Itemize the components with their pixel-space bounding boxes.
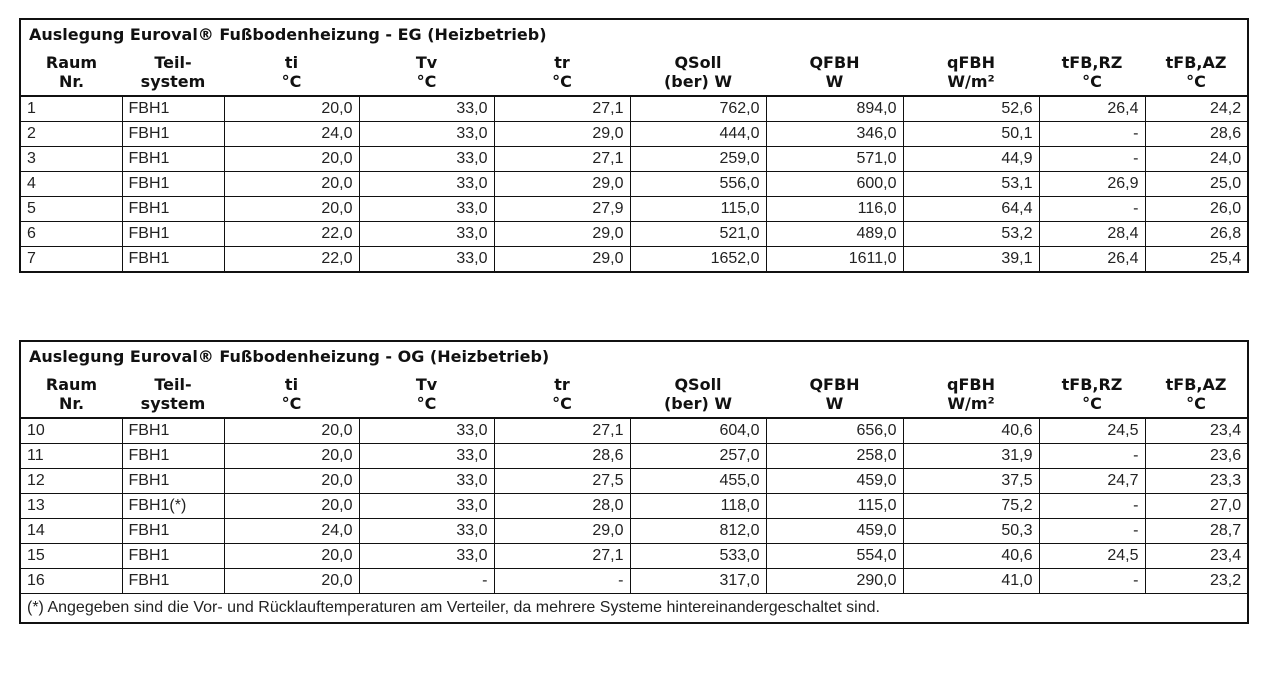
table-cell: 33,0 <box>359 494 494 519</box>
table-cell: FBH1 <box>122 122 224 147</box>
table-cell: FBH1 <box>122 96 224 122</box>
column-header-line1: tFB,AZ <box>1165 375 1227 394</box>
table-cell: 31,9 <box>903 444 1039 469</box>
table-cell: 762,0 <box>630 96 766 122</box>
table-cell: 25,4 <box>1209 250 1242 267</box>
table-cell: 533,0 <box>630 544 766 569</box>
table-cell: 23,6 <box>1145 444 1247 469</box>
table-row <box>21 519 1247 544</box>
table-cell: 28,6 <box>1145 122 1247 147</box>
column-header <box>359 367 494 418</box>
table-cell: 50,1 <box>903 122 1039 147</box>
table-cell: 20,0 <box>224 418 359 444</box>
table-cell: 24,0 <box>224 519 359 544</box>
table-cell: 556,0 <box>630 172 766 197</box>
table-cell: 27,1 <box>494 96 630 122</box>
table-cell: 7 <box>21 247 122 272</box>
table-cell: 28,0 <box>494 494 630 519</box>
column-header-line2: (ber) W <box>663 72 733 91</box>
table-cell: 20,0 <box>224 569 359 594</box>
table-cell: 64,4 <box>903 197 1039 222</box>
column-header-line1: qFBH <box>947 375 995 394</box>
column-header-line2: W <box>825 72 844 91</box>
table-cell: 29,0 <box>494 222 630 247</box>
table-cell: FBH1 <box>122 444 224 469</box>
table-cell: 259,0 <box>630 147 766 172</box>
table-cell: 10 <box>21 418 122 444</box>
table-cell: 25,0 <box>1145 172 1247 197</box>
table-cell: 317,0 <box>630 569 766 594</box>
table-cell: 812,0 <box>630 519 766 544</box>
table-cell: 656,0 <box>766 418 903 444</box>
table-cell: FBH1 <box>122 544 224 569</box>
column-header-line2: Nr. <box>58 394 85 413</box>
table-cell: 33,0 <box>359 147 494 172</box>
table-cell: 459,0 <box>766 469 903 494</box>
table-cell: 33,0 <box>359 418 494 444</box>
table-cell: 23,4 <box>1145 418 1247 444</box>
table-row <box>21 544 1247 569</box>
table-cell: 23,3 <box>1145 469 1247 494</box>
column-header-line2: °C <box>281 72 302 91</box>
column-header-line1: Teil- <box>154 53 192 72</box>
column-header-line1: tr <box>554 53 570 72</box>
table-cell: 26,4 <box>1039 247 1145 272</box>
table-cell: 20,0 <box>224 147 359 172</box>
table-row <box>21 247 1247 272</box>
column-header-line1: Tv <box>415 375 438 394</box>
table-cell: 521,0 <box>630 222 766 247</box>
table-cell: 33,0 <box>359 247 494 272</box>
table-cell: 571,0 <box>766 147 903 172</box>
column-header <box>494 45 630 96</box>
column-header-line2: °C <box>552 72 572 91</box>
column-header-line1: Raum <box>45 53 98 72</box>
table-row <box>21 172 1247 197</box>
table-cell: 37,5 <box>903 469 1039 494</box>
column-header-line1: QSoll <box>674 53 722 72</box>
table-cell: 600,0 <box>766 172 903 197</box>
table-cell: 20,0 <box>224 96 359 122</box>
column-header-line1: qFBH <box>947 53 995 72</box>
table-cell: 27,5 <box>494 469 630 494</box>
table-cell: 33,0 <box>359 222 494 247</box>
table-cell: 52,6 <box>903 96 1039 122</box>
table-row <box>21 444 1247 469</box>
og-table <box>19 340 1249 624</box>
column-header-line2: °C <box>1082 72 1102 91</box>
table-cell: 26,9 <box>1039 172 1145 197</box>
table-cell: 24,5 <box>1039 418 1145 444</box>
table-cell: FBH1 <box>122 418 224 444</box>
column-header <box>224 367 359 418</box>
table-cell: 604,0 <box>630 418 766 444</box>
table-cell: 28,4 <box>1039 222 1145 247</box>
table-cell: 554,0 <box>766 544 903 569</box>
table-cell: 40,6 <box>903 418 1039 444</box>
column-header <box>766 45 903 96</box>
table-cell: 22,0 <box>224 247 359 272</box>
column-header-line2: (ber) W <box>663 394 733 413</box>
table-cell: 27,1 <box>494 147 630 172</box>
table-cell: FBH1 <box>122 222 224 247</box>
table-cell: 116,0 <box>766 197 903 222</box>
table-cell: 41,0 <box>903 569 1039 594</box>
table-cell: 50,3 <box>903 519 1039 544</box>
table-cell: - <box>494 569 630 594</box>
table-cell: 33,0 <box>359 519 494 544</box>
table-cell: 33,0 <box>359 469 494 494</box>
table-cell: 5 <box>21 197 122 222</box>
table-cell: 20,0 <box>224 544 359 569</box>
eg-table-title: Auslegung Euroval® Fußbodenheizung - EG (Heizbetrieb) <box>29 24 547 44</box>
table-cell: - <box>1039 494 1145 519</box>
table-cell: 27,9 <box>494 197 630 222</box>
column-header <box>630 367 766 418</box>
table-row <box>21 469 1247 494</box>
table-cell: 33,0 <box>359 544 494 569</box>
table-cell: - <box>1039 147 1145 172</box>
column-header-line1: QSoll <box>674 375 722 394</box>
table-cell: 24,5 <box>1039 544 1145 569</box>
table-cell: FBH1 <box>122 147 224 172</box>
table-cell: 20,0 <box>224 172 359 197</box>
table-cell: FBH1 <box>122 172 224 197</box>
table-cell: 14 <box>21 519 122 544</box>
table-cell: 489,0 <box>766 222 903 247</box>
table-cell: 23,2 <box>1145 569 1247 594</box>
table-row <box>21 418 1247 444</box>
column-header <box>224 45 359 96</box>
table-cell: 53,2 <box>903 222 1039 247</box>
column-header-line1: Raum <box>45 375 98 394</box>
table-cell: 44,9 <box>903 147 1039 172</box>
table-cell: - <box>1039 122 1145 147</box>
table-row <box>21 147 1247 172</box>
table-row <box>21 494 1247 519</box>
table-cell: - <box>1039 444 1145 469</box>
column-header <box>903 367 1039 418</box>
column-header <box>21 45 122 96</box>
table-cell: 115,0 <box>630 197 766 222</box>
table-cell: 12 <box>21 469 122 494</box>
table-cell: 20,0 <box>224 469 359 494</box>
column-header-line1: ti <box>284 375 299 394</box>
table-cell: 20,0 <box>224 494 359 519</box>
table-cell: 22,0 <box>224 222 359 247</box>
column-header-line1: QFBH <box>809 53 860 72</box>
column-header-line2: °C <box>416 72 437 91</box>
table-cell: - <box>1039 519 1145 544</box>
table-cell: 13 <box>21 494 122 519</box>
table-cell: 258,0 <box>766 444 903 469</box>
table-cell: 3 <box>21 147 122 172</box>
table-row <box>21 122 1247 147</box>
table-cell: 27,1 <box>494 418 630 444</box>
column-header-line2: °C <box>1082 394 1102 413</box>
column-header <box>766 367 903 418</box>
table-cell: 15 <box>21 544 122 569</box>
column-header <box>1145 367 1247 418</box>
table-cell: 115,0 <box>766 494 903 519</box>
column-header <box>1039 45 1145 96</box>
table-cell: 28,7 <box>1145 519 1247 544</box>
eg-header-row <box>21 45 1247 96</box>
eg-table <box>19 18 1249 273</box>
table-cell: 29,0 <box>494 172 630 197</box>
table-cell: 444,0 <box>630 122 766 147</box>
column-header <box>903 45 1039 96</box>
column-header <box>122 45 224 96</box>
column-header <box>1145 45 1247 96</box>
table-cell: 16 <box>21 569 122 594</box>
table-cell: 26,8 <box>1145 222 1247 247</box>
column-header-line2: W/m² <box>947 394 995 413</box>
table-cell: 4 <box>21 172 122 197</box>
table-cell: 1611,0 <box>766 247 903 272</box>
table-cell: FBH1 <box>122 469 224 494</box>
table-cell: 118,0 <box>630 494 766 519</box>
table-cell: 290,0 <box>766 569 903 594</box>
column-header-line1: tr <box>554 375 570 394</box>
table-cell: 1 <box>21 96 122 122</box>
table-cell: 26,0 <box>1145 197 1247 222</box>
table-cell: 40,6 <box>903 544 1039 569</box>
column-header-line2: system <box>140 72 206 91</box>
table-cell: 24,0 <box>1145 147 1247 172</box>
column-header-line1: tFB,RZ <box>1061 53 1123 72</box>
og-header-row <box>21 367 1247 418</box>
table-cell: - <box>1039 197 1145 222</box>
column-header-line2: °C <box>281 394 302 413</box>
column-header <box>494 367 630 418</box>
column-header-line2: system <box>140 394 206 413</box>
table-cell: 257,0 <box>630 444 766 469</box>
table-cell: 53,1 <box>903 172 1039 197</box>
table-cell: - <box>359 569 494 594</box>
og-table-title: Auslegung Euroval® Fußbodenheizung - OG (Heizbetrieb) <box>29 346 550 366</box>
table-cell: FBH1 <box>122 519 224 544</box>
table-cell: 2 <box>21 122 122 147</box>
og-footnote: (*) Angegeben sind die Vor- und Rücklauftemperaturen am Verteiler, da mehrere Systeme hintereinandergeschaltet sind. <box>27 599 880 616</box>
og-table-body <box>21 418 1247 594</box>
table-cell: 346,0 <box>766 122 903 147</box>
column-header-line2: W <box>825 394 844 413</box>
table-cell: 33,0 <box>359 122 494 147</box>
column-header-line1: tFB,AZ <box>1165 53 1227 72</box>
table-cell: 75,2 <box>903 494 1039 519</box>
column-header-line2: °C <box>1186 72 1206 91</box>
table-cell: 894,0 <box>766 96 903 122</box>
table-cell: 24,7 <box>1039 469 1145 494</box>
table-cell: FBH1 <box>122 569 224 594</box>
table-cell: 29,0 <box>494 247 630 272</box>
table-row <box>21 569 1247 594</box>
column-header-line2: °C <box>552 394 572 413</box>
table-row <box>21 222 1247 247</box>
column-header-line2: °C <box>416 394 437 413</box>
table-cell: 23,4 <box>1145 544 1247 569</box>
column-header <box>1039 367 1145 418</box>
table-cell: 33,0 <box>359 96 494 122</box>
column-header-line1: tFB,RZ <box>1061 375 1123 394</box>
column-header-line2: W/m² <box>947 72 995 91</box>
table-cell: 20,0 <box>224 197 359 222</box>
table-cell: 20,0 <box>224 444 359 469</box>
table-cell: 24,2 <box>1145 96 1247 122</box>
eg-table-body <box>21 96 1247 271</box>
column-header <box>21 367 122 418</box>
table-cell: 24,0 <box>224 122 359 147</box>
table-cell: 27,1 <box>494 544 630 569</box>
column-header-line1: Teil- <box>154 375 192 394</box>
table-cell: 26,4 <box>1039 96 1145 122</box>
table-cell: FBH1(*) <box>122 494 224 519</box>
table-row <box>21 96 1247 122</box>
table-cell: 27,0 <box>1145 494 1247 519</box>
column-header <box>630 45 766 96</box>
table-cell: 11 <box>21 444 122 469</box>
column-header-line2: °C <box>1186 394 1206 413</box>
table-cell: 459,0 <box>766 519 903 544</box>
table-cell: 39,1 <box>903 247 1039 272</box>
table-cell: 33,0 <box>359 172 494 197</box>
column-header <box>359 45 494 96</box>
table-cell: FBH1 <box>122 197 224 222</box>
column-header-line1: ti <box>284 53 299 72</box>
column-header-line1: QFBH <box>809 375 860 394</box>
table-cell: 1652,0 <box>630 247 766 272</box>
column-header-line2: Nr. <box>58 72 85 91</box>
table-cell: 29,0 <box>494 519 630 544</box>
table-cell: 28,6 <box>494 444 630 469</box>
table-cell: 33,0 <box>359 197 494 222</box>
table-row <box>21 197 1247 222</box>
column-header-line1: Tv <box>415 53 438 72</box>
table-cell: 6 <box>21 222 122 247</box>
table-cell: 33,0 <box>359 444 494 469</box>
table-cell: 29,0 <box>494 122 630 147</box>
table-cell: FBH1 <box>122 247 224 272</box>
table-cell: - <box>1039 569 1145 594</box>
table-cell: 455,0 <box>630 469 766 494</box>
column-header <box>122 367 224 418</box>
